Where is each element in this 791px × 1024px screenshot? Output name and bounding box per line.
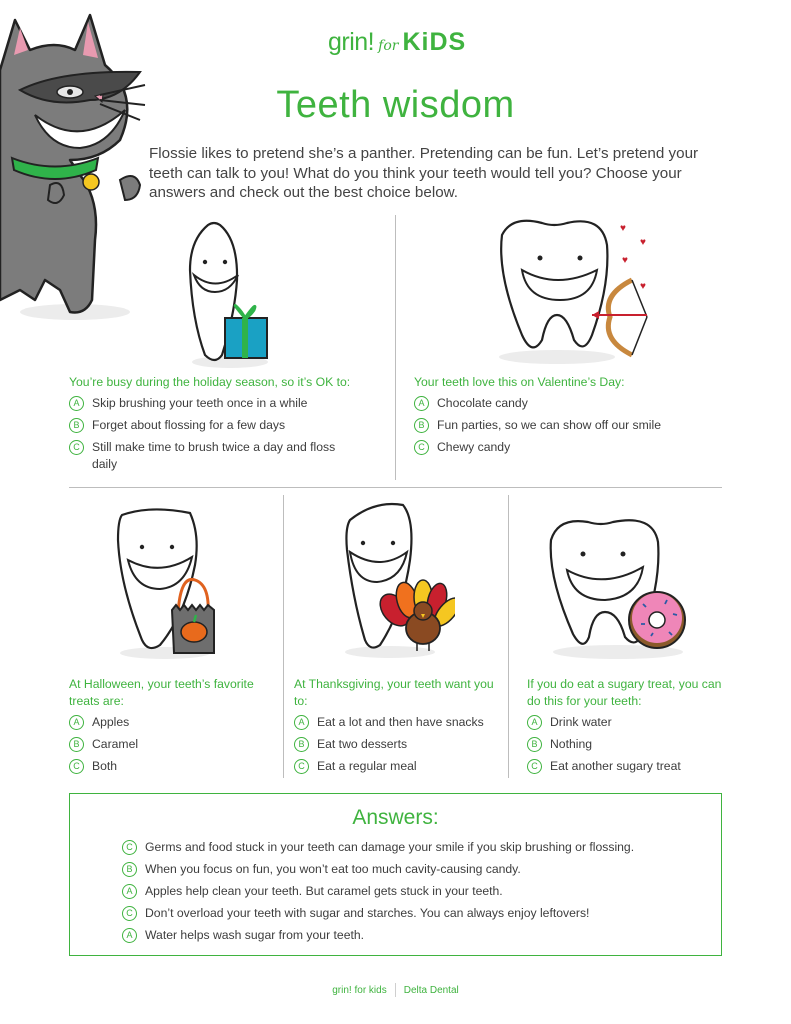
option-c[interactable]: C Chewy candy	[414, 439, 724, 456]
question-prompt: If you do eat a sugary treat, you can do this for your teeth:	[527, 677, 722, 708]
letter-badge-icon: A	[414, 396, 429, 411]
svg-text:♥: ♥	[622, 255, 628, 266]
letter-badge-icon: A	[69, 715, 84, 730]
option-c[interactable]: C Eat a regular meal	[294, 758, 499, 775]
letter-badge-icon: A	[527, 715, 542, 730]
divider-horizontal	[69, 487, 722, 488]
option-c[interactable]: C Still make time to brush twice a day and floss daily	[69, 439, 339, 473]
logo-kids: KiDS	[402, 28, 467, 56]
letter-badge-icon: B	[414, 418, 429, 433]
page-title: Teeth wisdom	[276, 84, 515, 126]
option-b[interactable]: B Eat two desserts	[294, 736, 499, 753]
option-a[interactable]: A Skip brushing your teeth once in a while	[69, 395, 379, 412]
tooth-bow-illustration	[492, 215, 652, 365]
footer-separator	[395, 983, 396, 997]
option-b[interactable]: B Fun parties, so we can show off our smile	[414, 417, 724, 434]
question-valentines	[414, 374, 724, 461]
svg-text:♥: ♥	[640, 281, 646, 292]
tooth-with-donut-icon	[543, 512, 693, 662]
option-b[interactable]: B Forget about flossing for a few days	[69, 417, 379, 434]
letter-badge-icon: C	[527, 759, 542, 774]
letter-badge-icon: A	[69, 396, 84, 411]
masked-cat-icon	[0, 0, 150, 325]
letter-badge-icon: A	[122, 928, 137, 943]
option-a[interactable]: A Eat a lot and then have snacks	[294, 714, 499, 731]
option-a[interactable]: A Apples	[69, 714, 274, 731]
tooth-with-turkey-icon	[335, 500, 455, 660]
intro-paragraph: Flossie likes to pretend she’s a panther. Pretending can be fun. Let’s pretend your teeth can talk to you! What do you think your teeth would tell you? Choose your answers and check out the best choice below.	[149, 145, 699, 201]
tooth-with-pumpkin-bag-icon	[110, 505, 220, 660]
option-a[interactable]: A Chocolate candy	[414, 395, 724, 412]
question-holiday	[69, 374, 379, 478]
letter-badge-icon: B	[294, 737, 309, 752]
grin-for-kids-logo	[328, 28, 468, 60]
letter-badge-icon: C	[69, 759, 84, 774]
divider-vertical-bottom-2	[508, 495, 509, 778]
logo-grin: grin!	[328, 28, 375, 56]
option-c[interactable]: C Eat another sugary treat	[527, 758, 727, 775]
question-prompt: Your teeth love this on Valentine’s Day:	[414, 375, 625, 389]
cat-illustration	[0, 0, 150, 325]
answer-item: A Apples help clean your teeth. But caramel gets stuck in your teeth.	[122, 880, 634, 902]
option-b[interactable]: B Caramel	[69, 736, 274, 753]
svg-text:♥: ♥	[620, 223, 626, 234]
logo-for: for	[378, 38, 399, 54]
answers-list	[122, 836, 634, 946]
tooth-gift-illustration	[180, 220, 280, 370]
letter-badge-icon: B	[527, 737, 542, 752]
tooth-with-bow-and-hearts-icon	[492, 215, 652, 365]
answers-heading: Answers:	[352, 806, 439, 829]
question-sugary-treat	[527, 676, 727, 780]
tooth-halloween-illustration	[110, 505, 220, 660]
answer-item: B When you focus on fun, you won’t eat too much cavity-causing candy.	[122, 858, 634, 880]
question-prompt: At Thanksgiving, your teeth want you to:	[294, 677, 494, 708]
tooth-donut-illustration	[543, 512, 693, 662]
question-thanksgiving	[294, 676, 499, 780]
letter-badge-icon: A	[294, 715, 309, 730]
letter-badge-icon: C	[69, 440, 84, 455]
answer-item: C Don’t overload your teeth with sugar and starches. You can always enjoy leftovers!	[122, 902, 634, 924]
option-b[interactable]: B Nothing	[527, 736, 727, 753]
letter-badge-icon: C	[122, 840, 137, 855]
option-c[interactable]: C Both	[69, 758, 274, 775]
divider-vertical-bottom-1	[283, 495, 284, 778]
footer-brand-grin: grin! for kids	[332, 984, 387, 996]
divider-vertical-top	[395, 215, 396, 480]
letter-badge-icon: C	[122, 906, 137, 921]
answer-item: A Water helps wash sugar from your teeth.	[122, 924, 634, 946]
question-halloween	[69, 676, 274, 780]
svg-text:♥: ♥	[640, 237, 646, 248]
letter-badge-icon: C	[414, 440, 429, 455]
footer-brand-delta: Delta Dental	[403, 984, 459, 996]
tooth-with-gift-icon	[180, 220, 280, 370]
letter-badge-icon: A	[122, 884, 137, 899]
letter-badge-icon: B	[122, 862, 137, 877]
letter-badge-icon: C	[294, 759, 309, 774]
answer-item: C Germs and food stuck in your teeth can damage your smile if you skip brushing or flossing.	[122, 836, 634, 858]
letter-badge-icon: B	[69, 737, 84, 752]
footer	[0, 983, 791, 997]
letter-badge-icon: B	[69, 418, 84, 433]
tooth-thanksgiving-illustration	[335, 500, 455, 660]
question-prompt: You’re busy during the holiday season, so it’s OK to:	[69, 375, 351, 389]
question-prompt: At Halloween, your teeth’s favorite treats are:	[69, 677, 254, 708]
option-a[interactable]: A Drink water	[527, 714, 727, 731]
answers-box	[69, 793, 722, 956]
